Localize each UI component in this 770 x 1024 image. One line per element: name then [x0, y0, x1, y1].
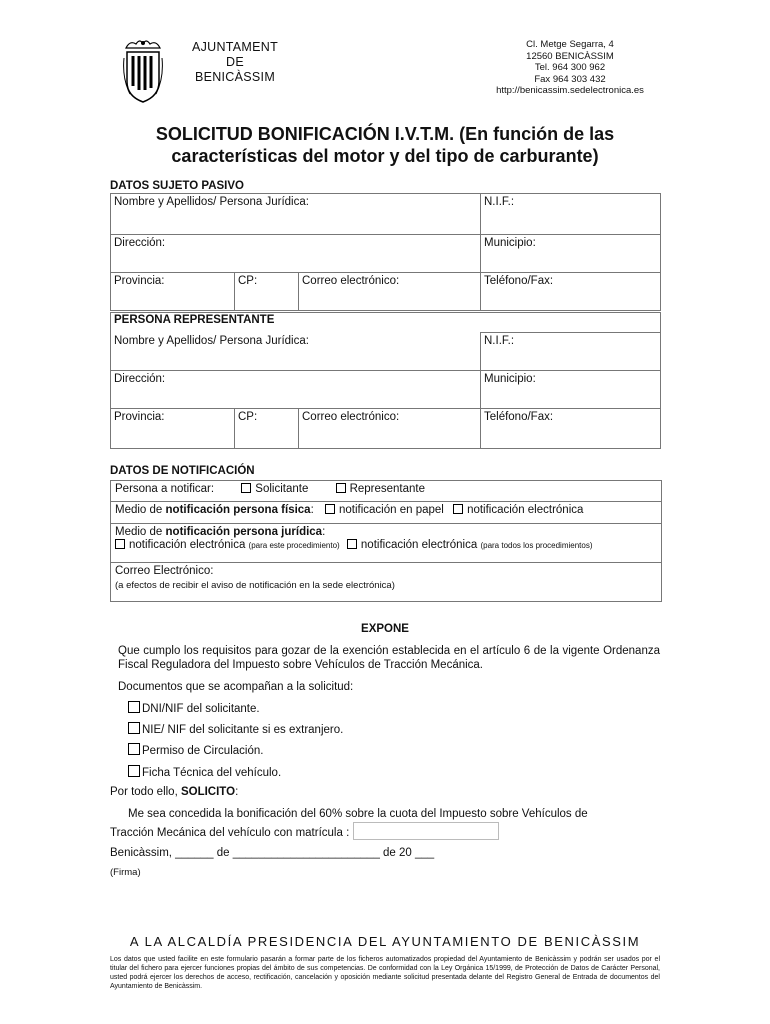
matricula-input[interactable]	[353, 822, 499, 840]
docs-intro: Documentos que se acompañan a la solicitud:	[118, 681, 354, 693]
doc-item	[128, 765, 281, 780]
expone-text: Que cumplo los requisitos para gozar de la exención establecida en el artículo 6 de la vigente Ordenanza Fiscal Reguladora del Impuesto sobre Vehículos de Tracción Mecánica.	[118, 645, 660, 671]
solicitante-label: Solicitante	[255, 483, 309, 495]
doc-dni-label: DNI/NIF del solicitante.	[142, 703, 260, 715]
sujeto-nif-field[interactable]: N.I.F.:	[481, 194, 661, 235]
medio-juridica-bold: notificación persona jurídica	[165, 526, 323, 538]
elec-este-label: notificación electrónica	[129, 539, 246, 551]
address: Cl. Metge Segarra, 4	[526, 39, 614, 50]
notificacion-box	[110, 480, 662, 602]
org-line-3: BENICÀSSIM	[194, 70, 276, 84]
legal-notice: Los datos que usted facilite en este formulario pasarán a formar parte de los ficheros automatizados propiedad del Ayuntamiento de Benicàssim y podrán ser usados por el titular del fichero para ejercer funciones propias del ámbito de sus competencias. De conformidad con la Ley Orgánica 15/1999, de Protección de Datos de Carácter Personal, usted podrá ejercer los derechos de acceso, rectificación, cancelación y oposición mediante solicitud presentada delante del Registro General de Entrada de documentos del Ayuntamiento de Benicàssim.	[110, 956, 660, 990]
elec-este-checkbox[interactable]	[115, 539, 125, 549]
date-line[interactable]: Benicàssim, ______ de _______________________ de 20 ___	[110, 847, 435, 859]
representante-direccion-field[interactable]: Dirección:	[111, 371, 481, 409]
medio-fisica-bold: notificación persona física	[165, 504, 311, 516]
doc-item	[128, 701, 260, 716]
fax: Fax 964 303 432	[534, 73, 606, 85]
doc-permiso-label: Permiso de Circulación.	[142, 745, 264, 757]
solicito-bold: SOLICITO	[180, 786, 236, 798]
medio-fisica-pre: Medio de	[115, 504, 166, 516]
sujeto-table	[110, 193, 661, 311]
persona-notificar-row	[111, 481, 661, 502]
section-sujeto-heading: DATOS SUJETO PASIVO	[110, 180, 244, 192]
sujeto-name-field[interactable]: Nombre y Apellidos/ Persona Jurídica:	[111, 194, 481, 235]
electronica-label: notificación electrónica	[467, 504, 584, 516]
org-line-1: AJUNTAMENT	[191, 40, 279, 54]
doc-ficha-checkbox[interactable]	[128, 765, 140, 777]
solicito-post: :	[235, 786, 239, 798]
medio-fisica-post: :	[310, 504, 314, 516]
title-line-2: características del motor y del tipo de carburante)	[171, 146, 599, 166]
sujeto-provincia-field[interactable]: Provincia:	[111, 273, 235, 311]
medio-juridica-row	[111, 524, 661, 563]
postal-code: 12560 BENICÀSSIM	[526, 50, 614, 62]
electronica-checkbox[interactable]	[453, 504, 463, 514]
representante-nif-field[interactable]: N.I.F.:	[481, 333, 661, 371]
title-line-1: SOLICITUD BONIFICACIÓN I.V.T.M. (En función de las	[155, 124, 615, 144]
doc-permiso-checkbox[interactable]	[128, 743, 140, 755]
elec-este-note: (para este procedimiento)	[248, 541, 340, 550]
persona-notificar-label: Persona a notificar:	[115, 483, 215, 495]
sujeto-cp-field[interactable]: CP:	[235, 273, 299, 311]
solicito-pre: Por todo ello,	[110, 786, 181, 798]
solicito-text-line2: Tracción Mecánica del vehículo con matrícula :	[110, 827, 350, 839]
representante-telefono-field[interactable]: Teléfono/Fax:	[481, 409, 661, 449]
section-notificacion-heading: DATOS DE NOTIFICACIÓN	[110, 465, 255, 477]
medio-juridica-post: :	[322, 526, 326, 538]
doc-item	[128, 743, 263, 758]
doc-nie-label: NIE/ NIF del solicitante si es extranjero.	[142, 724, 344, 736]
telephone: Tel. 964 300 962	[534, 62, 606, 74]
representante-provincia-field[interactable]: Provincia:	[111, 409, 235, 449]
representante-correo-field[interactable]: Correo electrónico:	[299, 409, 481, 449]
doc-ficha-label: Ficha Técnica del vehículo.	[142, 767, 282, 779]
coat-of-arms-icon	[122, 38, 164, 104]
solicito-text-line1: Me sea concedida la bonificación del 60% sobre la cuota del Impuesto sobre Vehículos de	[128, 808, 588, 820]
section-representante-heading: PERSONA REPRESENTANTE	[111, 313, 661, 333]
elec-todos-checkbox[interactable]	[347, 539, 357, 549]
sujeto-direccion-field[interactable]: Dirección:	[111, 235, 481, 273]
doc-dni-checkbox[interactable]	[128, 701, 140, 713]
solicito-text-line2-wrap	[110, 822, 499, 840]
sujeto-correo-field[interactable]: Correo electrónico:	[299, 273, 481, 311]
papel-label: notificación en papel	[339, 504, 444, 516]
correo-note: (a efectos de recibir el aviso de notificación en la sede electrónica)	[115, 580, 395, 591]
firma-label: (Firma)	[110, 867, 141, 878]
contact-block	[470, 39, 670, 97]
sujeto-municipio-field[interactable]: Municipio:	[481, 235, 661, 273]
representante-checkbox[interactable]	[336, 483, 346, 493]
medio-fisica-row	[111, 502, 661, 524]
sujeto-telefono-field[interactable]: Teléfono/Fax:	[481, 273, 661, 311]
form-title	[100, 123, 670, 167]
representante-table	[110, 312, 661, 449]
expone-heading: EXPONE	[361, 623, 409, 635]
solicito-intro	[110, 785, 238, 799]
organization-name	[180, 40, 290, 85]
website-link[interactable]: http://benicassim.sedelectronica.es	[496, 85, 644, 97]
solicitante-checkbox[interactable]	[241, 483, 251, 493]
representante-label: Representante	[349, 483, 426, 495]
medio-juridica-pre: Medio de	[115, 526, 166, 538]
correo-label: Correo Electrónico:	[115, 565, 214, 577]
elec-todos-label: notificación electrónica	[360, 539, 478, 551]
addressee-heading: A LA ALCALDÍA PRESIDENCIA DEL AYUNTAMIENTO DE BENICÀSSIM	[129, 934, 641, 949]
org-line-2: DE	[226, 55, 244, 69]
doc-item	[128, 722, 343, 737]
papel-checkbox[interactable]	[325, 504, 335, 514]
representante-cp-field[interactable]: CP:	[235, 409, 299, 449]
representante-municipio-field[interactable]: Municipio:	[481, 371, 661, 409]
correo-row[interactable]	[111, 563, 661, 601]
representante-name-field[interactable]: Nombre y Apellidos/ Persona Jurídica:	[111, 333, 481, 371]
elec-todos-note: (para todos los procedimientos)	[480, 541, 593, 550]
doc-nie-checkbox[interactable]	[128, 722, 140, 734]
